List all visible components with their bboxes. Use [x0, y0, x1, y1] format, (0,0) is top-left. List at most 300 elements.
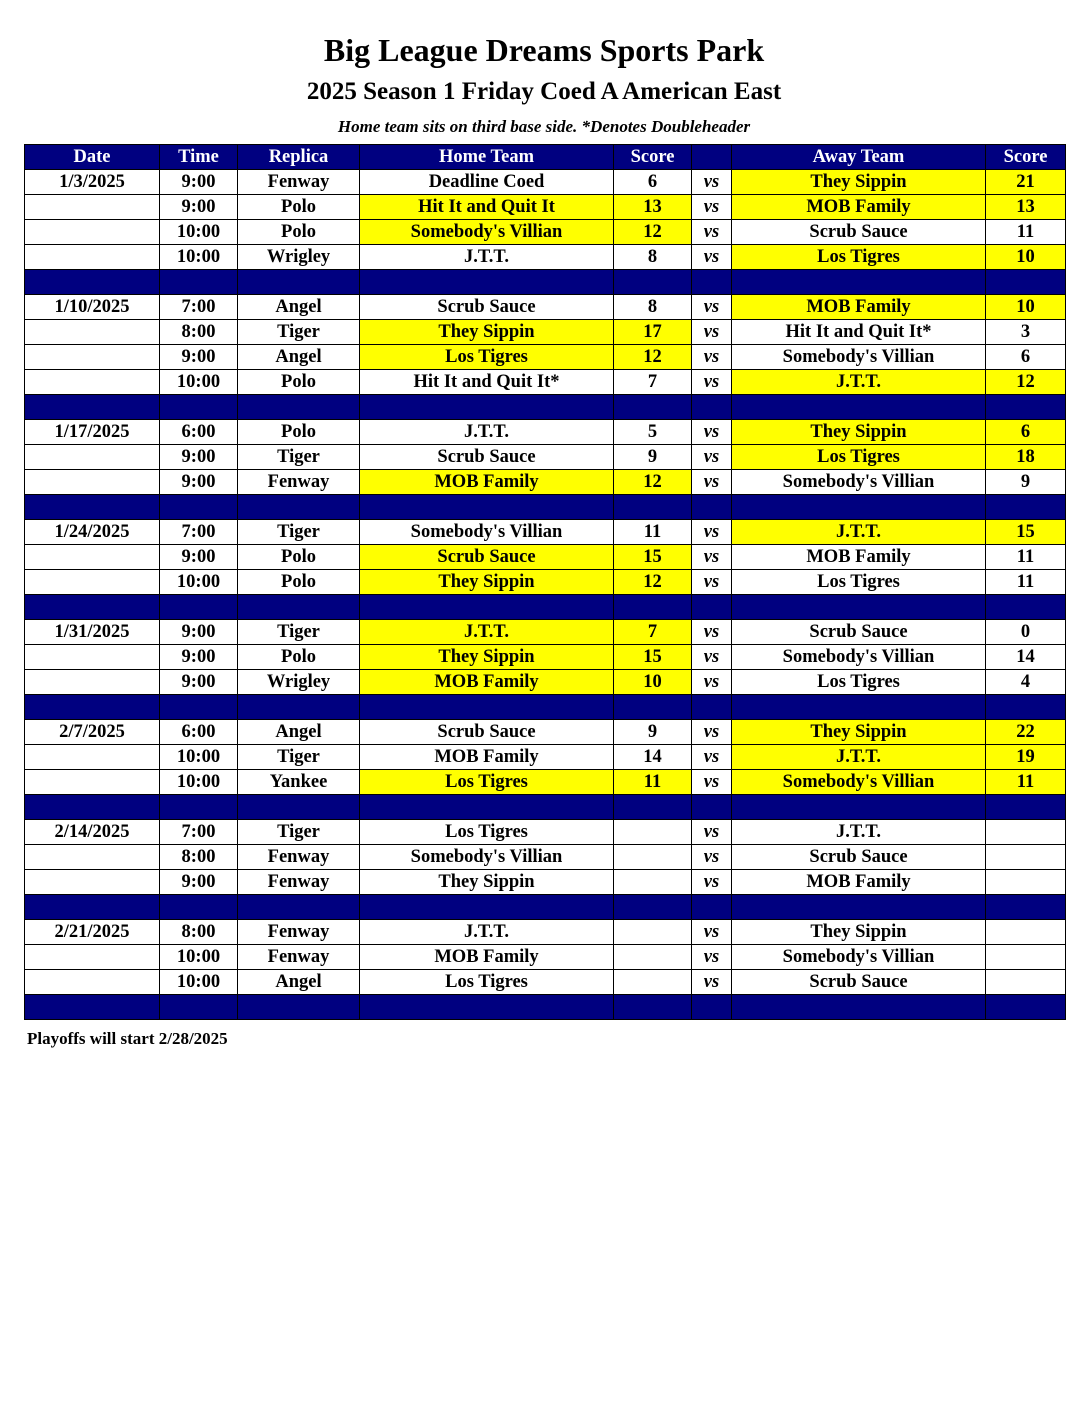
vs-label: vs	[692, 970, 732, 995]
home-score: 11	[614, 770, 692, 795]
game-date-empty	[25, 545, 160, 570]
away-team: Los Tigres	[732, 445, 986, 470]
home-score: 13	[614, 195, 692, 220]
home-team: MOB Family	[360, 470, 614, 495]
vs-label: vs	[692, 470, 732, 495]
col-header-home-team: Home Team	[360, 145, 614, 170]
home-team: J.T.T.	[360, 420, 614, 445]
week-separator	[25, 995, 1066, 1020]
game-replica: Angel	[238, 720, 360, 745]
vs-label: vs	[692, 870, 732, 895]
game-row	[25, 970, 1066, 995]
home-score: 7	[614, 370, 692, 395]
away-team: Los Tigres	[732, 245, 986, 270]
home-team: Los Tigres	[360, 345, 614, 370]
game-replica: Fenway	[238, 470, 360, 495]
game-date-empty	[25, 345, 160, 370]
vs-label: vs	[692, 920, 732, 945]
game-replica: Fenway	[238, 920, 360, 945]
game-row	[25, 520, 1066, 545]
game-time: 10:00	[160, 570, 238, 595]
home-team: They Sippin	[360, 570, 614, 595]
col-header-time: Time	[160, 145, 238, 170]
away-team: MOB Family	[732, 295, 986, 320]
separator-cell	[986, 595, 1066, 620]
game-replica: Wrigley	[238, 245, 360, 270]
game-replica: Polo	[238, 370, 360, 395]
game-date-empty	[25, 745, 160, 770]
separator-cell	[692, 995, 732, 1020]
week-separator	[25, 695, 1066, 720]
col-header-replica: Replica	[238, 145, 360, 170]
home-team: MOB Family	[360, 945, 614, 970]
game-time: 9:00	[160, 870, 238, 895]
vs-label: vs	[692, 245, 732, 270]
game-date-empty	[25, 670, 160, 695]
separator-cell	[692, 695, 732, 720]
game-date: 1/10/2025	[25, 295, 160, 320]
home-score: 12	[614, 470, 692, 495]
game-time: 10:00	[160, 745, 238, 770]
season-subtitle: 2025 Season 1 Friday Coed A American East	[306, 78, 782, 105]
away-score	[986, 845, 1066, 870]
col-header-away-team: Away Team	[732, 145, 986, 170]
separator-cell	[614, 495, 692, 520]
game-date: 2/21/2025	[25, 920, 160, 945]
away-team: MOB Family	[732, 195, 986, 220]
separator-cell	[986, 795, 1066, 820]
game-date-empty	[25, 370, 160, 395]
game-replica: Fenway	[238, 870, 360, 895]
header-row	[25, 145, 1066, 170]
vs-label: vs	[692, 620, 732, 645]
separator-cell	[25, 995, 160, 1020]
game-replica: Polo	[238, 570, 360, 595]
separator-cell	[986, 695, 1066, 720]
home-score: 10	[614, 670, 692, 695]
home-score: 9	[614, 720, 692, 745]
away-score: 9	[986, 470, 1066, 495]
separator-cell	[238, 395, 360, 420]
vs-label: vs	[692, 645, 732, 670]
game-row	[25, 620, 1066, 645]
separator-cell	[732, 495, 986, 520]
separator-cell	[360, 395, 614, 420]
game-row	[25, 445, 1066, 470]
separator-cell	[160, 495, 238, 520]
separator-cell	[614, 695, 692, 720]
away-score: 11	[986, 570, 1066, 595]
game-row	[25, 220, 1066, 245]
home-team: Scrub Sauce	[360, 720, 614, 745]
home-score: 8	[614, 245, 692, 270]
away-team: They Sippin	[732, 420, 986, 445]
separator-cell	[986, 895, 1066, 920]
separator-cell	[238, 795, 360, 820]
game-row	[25, 370, 1066, 395]
separator-cell	[238, 270, 360, 295]
separator-cell	[160, 795, 238, 820]
game-date-empty	[25, 570, 160, 595]
game-row	[25, 345, 1066, 370]
game-time: 10:00	[160, 220, 238, 245]
game-replica: Polo	[238, 220, 360, 245]
away-team: MOB Family	[732, 545, 986, 570]
home-team: They Sippin	[360, 645, 614, 670]
separator-cell	[986, 270, 1066, 295]
game-replica: Tiger	[238, 320, 360, 345]
home-team: They Sippin	[360, 320, 614, 345]
playoffs-note: Playoffs will start 2/28/2025	[27, 1029, 228, 1048]
separator-cell	[25, 795, 160, 820]
game-time: 8:00	[160, 845, 238, 870]
game-row	[25, 295, 1066, 320]
game-date-empty	[25, 845, 160, 870]
home-score	[614, 870, 692, 895]
separator-cell	[614, 895, 692, 920]
col-header-vs	[692, 145, 732, 170]
game-row	[25, 770, 1066, 795]
game-time: 10:00	[160, 945, 238, 970]
away-team: Scrub Sauce	[732, 620, 986, 645]
home-team: Deadline Coed	[360, 170, 614, 195]
game-date: 1/3/2025	[25, 170, 160, 195]
home-score: 6	[614, 170, 692, 195]
game-row	[25, 645, 1066, 670]
game-row	[25, 945, 1066, 970]
vs-label: vs	[692, 345, 732, 370]
away-score	[986, 820, 1066, 845]
separator-cell	[160, 595, 238, 620]
home-team: J.T.T.	[360, 245, 614, 270]
separator-cell	[238, 495, 360, 520]
game-date: 1/24/2025	[25, 520, 160, 545]
vs-label: vs	[692, 820, 732, 845]
game-time: 8:00	[160, 920, 238, 945]
home-team: Hit It and Quit It*	[360, 370, 614, 395]
vs-label: vs	[692, 670, 732, 695]
separator-cell	[25, 895, 160, 920]
home-team: Scrub Sauce	[360, 545, 614, 570]
game-row	[25, 920, 1066, 945]
game-time: 9:00	[160, 195, 238, 220]
home-team: They Sippin	[360, 870, 614, 895]
away-score: 22	[986, 720, 1066, 745]
vs-label: vs	[692, 745, 732, 770]
game-time: 9:00	[160, 170, 238, 195]
home-score: 11	[614, 520, 692, 545]
game-time: 6:00	[160, 420, 238, 445]
away-team: They Sippin	[732, 720, 986, 745]
game-date-empty	[25, 770, 160, 795]
away-score	[986, 970, 1066, 995]
away-team: J.T.T.	[732, 820, 986, 845]
away-team: Somebody's Villian	[732, 345, 986, 370]
separator-cell	[238, 595, 360, 620]
week-separator	[25, 795, 1066, 820]
home-team: J.T.T.	[360, 920, 614, 945]
game-date: 2/14/2025	[25, 820, 160, 845]
week-separator	[25, 395, 1066, 420]
separator-cell	[692, 270, 732, 295]
vs-label: vs	[692, 545, 732, 570]
separator-cell	[160, 995, 238, 1020]
vs-label: vs	[692, 295, 732, 320]
game-date: 1/31/2025	[25, 620, 160, 645]
game-time: 9:00	[160, 670, 238, 695]
home-score: 12	[614, 570, 692, 595]
vs-label: vs	[692, 770, 732, 795]
vs-label: vs	[692, 220, 732, 245]
game-date-empty	[25, 445, 160, 470]
separator-cell	[360, 695, 614, 720]
separator-cell	[614, 995, 692, 1020]
home-team: Somebody's Villian	[360, 520, 614, 545]
away-team: Somebody's Villian	[732, 945, 986, 970]
separator-cell	[360, 795, 614, 820]
home-team: Somebody's Villian	[360, 220, 614, 245]
col-header-home-score: Score	[614, 145, 692, 170]
vs-label: vs	[692, 370, 732, 395]
home-score	[614, 945, 692, 970]
away-team: They Sippin	[732, 920, 986, 945]
home-score: 15	[614, 645, 692, 670]
away-team: Somebody's Villian	[732, 770, 986, 795]
game-date-empty	[25, 945, 160, 970]
game-time: 9:00	[160, 645, 238, 670]
away-team: Scrub Sauce	[732, 845, 986, 870]
separator-cell	[25, 595, 160, 620]
game-time: 8:00	[160, 320, 238, 345]
schedule-table	[24, 144, 1066, 1020]
game-row	[25, 570, 1066, 595]
game-replica: Yankee	[238, 770, 360, 795]
game-replica: Fenway	[238, 945, 360, 970]
game-date-empty	[25, 320, 160, 345]
away-team: Scrub Sauce	[732, 970, 986, 995]
separator-cell	[360, 895, 614, 920]
away-score: 15	[986, 520, 1066, 545]
away-team: Los Tigres	[732, 570, 986, 595]
week-separator	[25, 595, 1066, 620]
home-team: MOB Family	[360, 670, 614, 695]
away-team: Scrub Sauce	[732, 220, 986, 245]
home-score: 17	[614, 320, 692, 345]
away-team: Hit It and Quit It*	[732, 320, 986, 345]
separator-cell	[692, 895, 732, 920]
home-team: Los Tigres	[360, 820, 614, 845]
game-date-empty	[25, 195, 160, 220]
game-replica: Angel	[238, 295, 360, 320]
home-score	[614, 970, 692, 995]
game-replica: Tiger	[238, 620, 360, 645]
separator-cell	[238, 695, 360, 720]
away-score: 4	[986, 670, 1066, 695]
away-score: 11	[986, 545, 1066, 570]
away-score: 10	[986, 245, 1066, 270]
home-team: Somebody's Villian	[360, 845, 614, 870]
separator-cell	[692, 495, 732, 520]
game-time: 9:00	[160, 620, 238, 645]
away-score: 6	[986, 345, 1066, 370]
game-date: 1/17/2025	[25, 420, 160, 445]
game-date-empty	[25, 470, 160, 495]
home-score: 5	[614, 420, 692, 445]
home-team: Los Tigres	[360, 970, 614, 995]
week-separator	[25, 895, 1066, 920]
game-time: 10:00	[160, 245, 238, 270]
away-team: Somebody's Villian	[732, 470, 986, 495]
home-score: 8	[614, 295, 692, 320]
home-team-note: Home team sits on third base side. *Denotes Doubleheader	[337, 117, 751, 136]
game-time: 6:00	[160, 720, 238, 745]
game-replica: Tiger	[238, 745, 360, 770]
separator-cell	[360, 595, 614, 620]
game-row	[25, 170, 1066, 195]
vs-label: vs	[692, 195, 732, 220]
separator-cell	[25, 495, 160, 520]
col-header-date: Date	[25, 145, 160, 170]
separator-cell	[614, 595, 692, 620]
separator-cell	[614, 270, 692, 295]
home-score	[614, 845, 692, 870]
away-score	[986, 945, 1066, 970]
away-score	[986, 870, 1066, 895]
game-time: 9:00	[160, 545, 238, 570]
game-time: 10:00	[160, 770, 238, 795]
game-replica: Tiger	[238, 520, 360, 545]
game-date-empty	[25, 245, 160, 270]
separator-cell	[692, 795, 732, 820]
separator-cell	[732, 595, 986, 620]
game-row	[25, 245, 1066, 270]
vs-label: vs	[692, 945, 732, 970]
week-separator	[25, 270, 1066, 295]
separator-cell	[732, 695, 986, 720]
separator-cell	[360, 495, 614, 520]
away-team: J.T.T.	[732, 370, 986, 395]
separator-cell	[614, 795, 692, 820]
separator-cell	[986, 495, 1066, 520]
game-row	[25, 545, 1066, 570]
game-row	[25, 745, 1066, 770]
game-date-empty	[25, 970, 160, 995]
away-team: J.T.T.	[732, 520, 986, 545]
col-header-away-score: Score	[986, 145, 1066, 170]
game-replica: Fenway	[238, 845, 360, 870]
separator-cell	[732, 895, 986, 920]
vs-label: vs	[692, 845, 732, 870]
separator-cell	[360, 995, 614, 1020]
page-title: Big League Dreams Sports Park	[323, 32, 765, 68]
separator-cell	[238, 995, 360, 1020]
separator-cell	[986, 995, 1066, 1020]
game-row	[25, 470, 1066, 495]
home-score: 15	[614, 545, 692, 570]
separator-cell	[614, 395, 692, 420]
game-time: 7:00	[160, 295, 238, 320]
away-score: 0	[986, 620, 1066, 645]
home-score	[614, 820, 692, 845]
separator-cell	[25, 695, 160, 720]
game-replica: Fenway	[238, 170, 360, 195]
away-score: 10	[986, 295, 1066, 320]
game-replica: Polo	[238, 645, 360, 670]
home-team: MOB Family	[360, 745, 614, 770]
away-score: 11	[986, 220, 1066, 245]
separator-cell	[732, 270, 986, 295]
away-score: 21	[986, 170, 1066, 195]
home-score: 12	[614, 220, 692, 245]
game-time: 9:00	[160, 445, 238, 470]
game-replica: Polo	[238, 420, 360, 445]
separator-cell	[986, 395, 1066, 420]
separator-cell	[732, 995, 986, 1020]
game-time: 10:00	[160, 370, 238, 395]
away-team: Somebody's Villian	[732, 645, 986, 670]
game-replica: Polo	[238, 545, 360, 570]
game-date-empty	[25, 645, 160, 670]
game-replica: Tiger	[238, 820, 360, 845]
away-team: MOB Family	[732, 870, 986, 895]
separator-cell	[360, 270, 614, 295]
home-team: Hit It and Quit It	[360, 195, 614, 220]
away-score: 12	[986, 370, 1066, 395]
game-row	[25, 720, 1066, 745]
away-score: 3	[986, 320, 1066, 345]
game-replica: Tiger	[238, 445, 360, 470]
game-date-empty	[25, 220, 160, 245]
away-score: 18	[986, 445, 1066, 470]
away-team: J.T.T.	[732, 745, 986, 770]
game-row	[25, 820, 1066, 845]
home-team: Scrub Sauce	[360, 445, 614, 470]
game-date-empty	[25, 870, 160, 895]
separator-cell	[692, 595, 732, 620]
separator-cell	[732, 395, 986, 420]
vs-label: vs	[692, 720, 732, 745]
schedule-body	[25, 170, 1066, 1020]
separator-cell	[160, 395, 238, 420]
home-score: 9	[614, 445, 692, 470]
away-team: Los Tigres	[732, 670, 986, 695]
separator-cell	[160, 270, 238, 295]
home-team: Scrub Sauce	[360, 295, 614, 320]
separator-cell	[160, 695, 238, 720]
separator-cell	[238, 895, 360, 920]
home-score: 14	[614, 745, 692, 770]
home-score: 12	[614, 345, 692, 370]
home-score	[614, 920, 692, 945]
away-score: 11	[986, 770, 1066, 795]
game-time: 10:00	[160, 970, 238, 995]
game-time: 9:00	[160, 345, 238, 370]
vs-label: vs	[692, 320, 732, 345]
home-team: Los Tigres	[360, 770, 614, 795]
vs-label: vs	[692, 170, 732, 195]
separator-cell	[25, 270, 160, 295]
vs-label: vs	[692, 570, 732, 595]
vs-label: vs	[692, 520, 732, 545]
game-replica: Wrigley	[238, 670, 360, 695]
game-replica: Angel	[238, 970, 360, 995]
away-score: 19	[986, 745, 1066, 770]
away-score: 13	[986, 195, 1066, 220]
home-score: 7	[614, 620, 692, 645]
game-time: 7:00	[160, 520, 238, 545]
game-replica: Angel	[238, 345, 360, 370]
away-score	[986, 920, 1066, 945]
